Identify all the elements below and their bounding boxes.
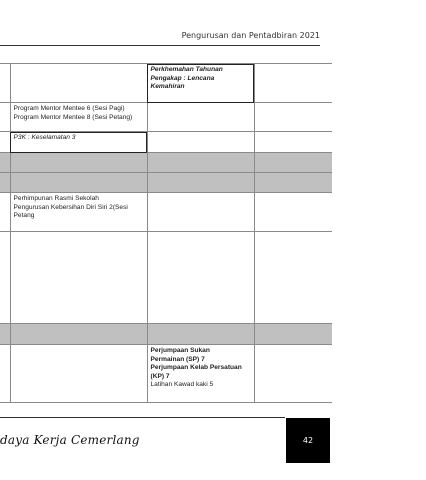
table-row xyxy=(0,64,332,103)
table-row xyxy=(0,193,332,232)
table-cell xyxy=(0,64,10,103)
table-cell xyxy=(254,132,332,153)
table-cell xyxy=(0,193,10,232)
cell-text: Perjumpaan Sukan xyxy=(150,347,210,354)
table-cell xyxy=(0,173,10,193)
table-cell xyxy=(10,153,147,173)
table-cell xyxy=(254,103,332,132)
table-cell xyxy=(10,345,147,403)
table-row xyxy=(0,232,332,324)
cell-text: Pengurusan Kebersihan Diri Siri 2(Sesi xyxy=(13,203,128,211)
table-cell xyxy=(254,153,332,173)
footer-motto: daya Kerja Cemerlang xyxy=(0,433,140,447)
table-cell xyxy=(254,173,332,193)
table-row xyxy=(0,103,332,132)
table-cell xyxy=(10,193,147,232)
table-cell xyxy=(147,324,254,345)
table-cell xyxy=(0,324,10,345)
page-number: 42 xyxy=(286,418,330,463)
table-cell xyxy=(0,153,10,173)
cell-text: P3K : Keselamatan 3 xyxy=(13,134,76,141)
table-cell xyxy=(147,103,254,132)
table-cell xyxy=(147,345,254,403)
table-cell xyxy=(147,132,254,153)
table-row xyxy=(0,132,332,153)
table-cell xyxy=(147,153,254,173)
table-cell xyxy=(10,103,147,132)
cell-text: Kemahiran xyxy=(150,83,185,91)
cell-text: Permainan (SP) 7 xyxy=(150,355,205,363)
table-row xyxy=(0,153,332,173)
cell-text: Program Mentor Mentee 8 (Sesi Petang) xyxy=(13,113,133,121)
table-cell xyxy=(10,132,147,153)
table-cell xyxy=(254,345,332,403)
header-divider xyxy=(0,45,320,46)
table-cell xyxy=(254,64,332,103)
table-cell xyxy=(0,103,10,132)
table-cell xyxy=(0,345,10,403)
table-cell xyxy=(10,324,147,345)
table-cell xyxy=(254,232,332,324)
cell-text: Program Mentor Mentee 6 (Sesi Pagi) xyxy=(13,105,125,112)
table-cell xyxy=(0,132,10,153)
cell-text: Perjumpaan Kelab Persatuan xyxy=(150,364,242,372)
page-header-title: Pengurusan dan Pentadbiran 2021 xyxy=(181,31,320,40)
table-cell xyxy=(147,193,254,232)
table-row xyxy=(0,345,332,403)
schedule-table xyxy=(0,63,332,403)
table-cell xyxy=(10,173,147,193)
table-cell xyxy=(254,193,332,232)
table-cell xyxy=(10,64,147,103)
cell-text: Latihan Kawad kaki 5 xyxy=(150,381,214,389)
cell-text: (KP) 7 xyxy=(150,372,170,380)
table-cell xyxy=(147,64,254,103)
footer-divider xyxy=(0,417,285,418)
table-cell xyxy=(147,232,254,324)
table-row xyxy=(0,173,332,193)
table-row xyxy=(0,324,332,345)
cell-text: Perkhemahan Tahunan xyxy=(150,66,223,73)
cell-text: Petang xyxy=(13,212,35,220)
table-cell xyxy=(0,232,10,324)
cell-text: Perhimpunan Rasmi Sekolah xyxy=(13,195,99,202)
table-cell xyxy=(10,232,147,324)
table-cell xyxy=(254,324,332,345)
cell-text: Pengakap : Lencana xyxy=(150,74,215,82)
table-cell xyxy=(147,173,254,193)
